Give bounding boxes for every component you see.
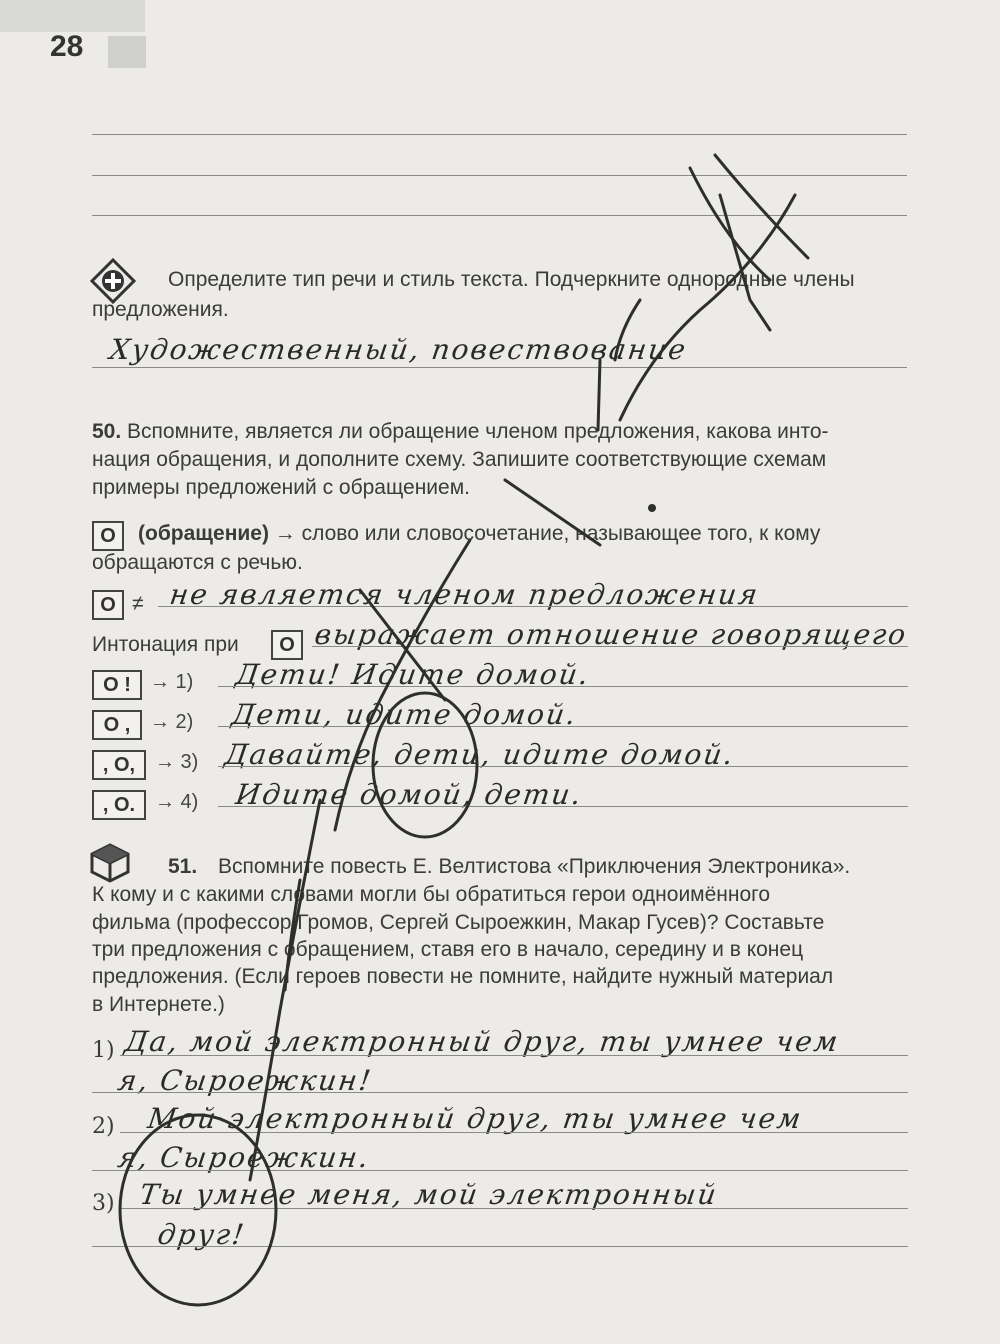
task51-line5: предложения. (Если героев повести не помните, найдите нужный материал [92, 965, 834, 988]
definition-term: (обращение) [138, 522, 269, 545]
task-intro-line1: Определите тип речи и стиль текста. Подчеркните однородные члены [168, 268, 855, 291]
answer-1-line2: я, Сыроежкин! [115, 1064, 375, 1097]
task-intro-answer: Художественный, повествование [107, 333, 690, 366]
page-number: 28 [50, 30, 84, 63]
scheme-box-3: , О, [92, 750, 146, 780]
not-equal-sign: ≠ [132, 592, 144, 615]
answer-2-line2: я, Сыроежкин. [115, 1141, 373, 1174]
task50-line3: примеры предложений с обращением. [92, 476, 470, 499]
scheme-answer-2: Дети, идите домой. [229, 698, 580, 731]
answer-3-line2: друг! [155, 1218, 248, 1251]
definition-text: → слово или словосочетание, называющее того, к кому [268, 522, 821, 545]
scheme-box-4: , О. [92, 790, 146, 820]
definition-line2: обращаются с речью. [92, 551, 303, 574]
scheme-box-definition: О [92, 521, 124, 551]
scheme-answer-3: Давайте, дети, идите домой. [222, 738, 737, 771]
task51-line3: фильма (профессор Громов, Сергей Сыроежкин, Макар Гусев)? Составьте [92, 911, 825, 934]
answer-num-1: 1) [92, 1038, 115, 1063]
task50-line1-text: Вспомните, является ли обращение членом предложения, какова инто- [121, 420, 829, 443]
scheme-box-intonation: О [271, 630, 303, 660]
answer-num-2: 2) [92, 1114, 115, 1139]
answer-1-line1: Да, мой электронный друг, ты умнее чем [122, 1025, 842, 1058]
task51-line6: в Интернете.) [92, 993, 225, 1016]
scheme-arrow-3: → 3) [155, 751, 199, 773]
task51-line4: три предложения с обращением, ставя его в начало, середину и в конец [92, 938, 804, 961]
answer-3-line1: Ты умнее меня, мой электронный [137, 1178, 721, 1211]
task50-line2: нация обращения, и дополните схему. Запишите соответствующие схемам [92, 448, 827, 471]
scheme-box-2: О , [92, 710, 142, 740]
answer-num-3: 3) [92, 1191, 115, 1216]
pen-strokes [120, 155, 808, 1305]
task50-number: 50. [92, 420, 122, 443]
scheme-arrow-2: → 2) [150, 711, 194, 733]
scheme-box-neq: О [92, 590, 124, 620]
intonation-answer: выражает отношение говорящего [312, 618, 910, 651]
task51-line1: Вспомните повесть Е. Велтистова «Приключения Электроника». [218, 855, 851, 878]
scheme-answer-1: Дети! Идите домой. [233, 658, 593, 691]
task51-number-text: 51. [168, 855, 198, 878]
neq-answer: не является членом предложения [167, 578, 762, 611]
scheme-arrow-1: → 1) [150, 671, 194, 693]
task51-line2: К кому и с какими словами могли бы обратиться герои одноимённого [92, 883, 771, 906]
scheme-box-1: О ! [92, 670, 142, 700]
scheme-arrow-4: → 4) [155, 791, 199, 813]
intonation-label: Интонация при [92, 633, 239, 656]
scheme-answer-4: Идите домой, дети. [233, 778, 585, 811]
answer-2-line1: Мой электронный друг, ты умнее чем [145, 1102, 805, 1135]
task-intro-line2: предложения. [92, 298, 229, 321]
